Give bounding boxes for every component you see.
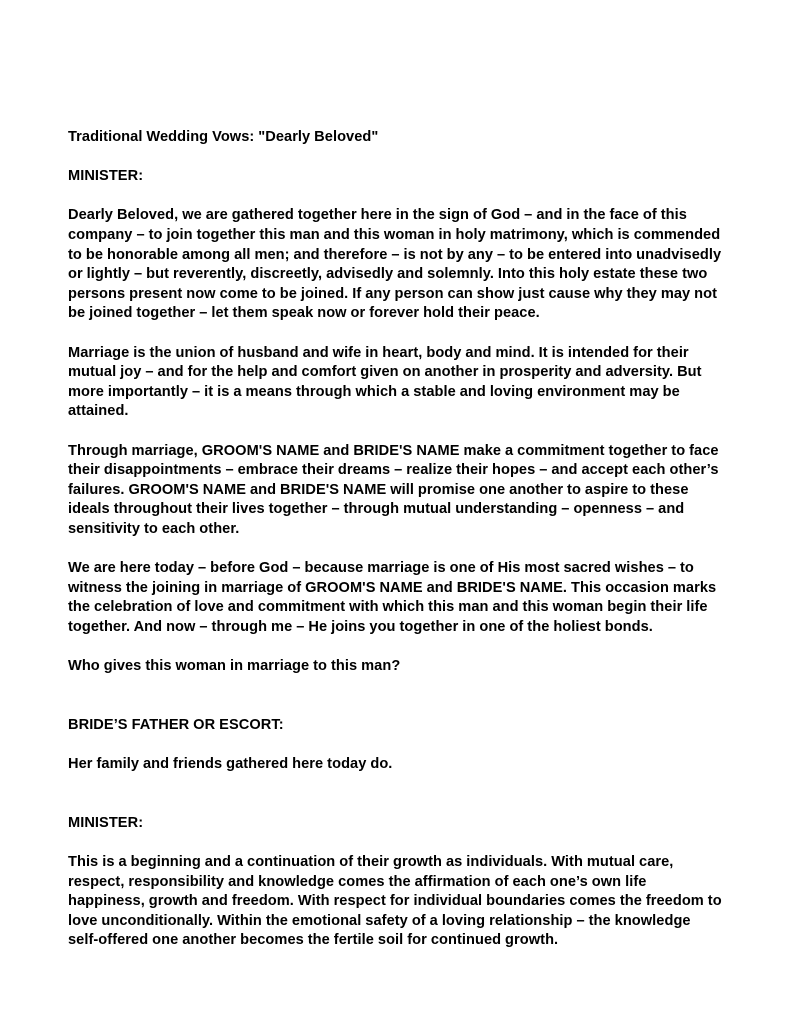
document-body xyxy=(68,128,724,951)
paragraph-marriage-union: Marriage is the union of husband and wife in heart, body and mind. It is intended for their mutual joy – and for the help and comfort given on another in prosperity and adversity. But more importantly – it is a means through which a stable and loving environment may be attained. xyxy=(68,344,702,420)
speaker-minister-2: MINISTER: xyxy=(68,814,144,831)
paragraph-through-marriage: Through marriage, GROOM'S NAME and BRIDE'S NAME make a commitment together to face their disappointments – embrace their dreams – realize their hopes – and accept each other’s failures. GROOM'S NAME and BRIDE'S NAME will promise one another to aspire to these ideals throughout their lives together – through mutual understanding – openness – and sensitivity to each other. xyxy=(68,442,719,537)
speaker-brides-father-or-escort: BRIDE’S FATHER OR ESCORT: xyxy=(68,716,284,733)
paragraph-this-is-a-beginning: This is a beginning and a continuation of their growth as individuals. With mutual care, respect, responsibility and knowledge comes the affirmation of each one’s own life happiness, growth and freedom. With respect for individual boundaries comes the freedom to love unconditionally. Within the emotional safety of a loving relationship – the knowledge self-offered one another becomes the fertile soil for continued growth. xyxy=(68,853,722,949)
paragraph-who-gives-this-woman: Who gives this woman in marriage to this man? xyxy=(68,658,401,675)
paragraph-her-family-and-friends: Her family and friends gathered here today do. xyxy=(68,756,393,772)
paragraph-we-are-here-today: We are here today – before God – because marriage is one of His most sacred wishes – to witness the joining in marriage of GROOM'S NAME and BRIDE'S NAME. This occasion marks the celebration of love and commitment with which this man and this woman begin their life together. And now – through me – He joins you together in one of the holiest bonds. xyxy=(68,560,717,635)
paragraph-dearly-beloved: Dearly Beloved, we are gathered together here in the sign of God – and in the face of this company – to join together this man and this woman in holy matrimony, which is commended to be honorable among all men; and therefore – is not by any – to be entered into unadvisedly or lightly – but reverently, discreetly, advisedly and solemnly. Into this holy estate these two persons present now come to be joined. If any person can show just cause why they may not be joined together – let them speak now or forever hold their peace. xyxy=(68,207,722,322)
speaker-minister-1: MINISTER: xyxy=(68,168,144,185)
document-title: Traditional Wedding Vows: "Dearly Beloved" xyxy=(68,129,379,145)
